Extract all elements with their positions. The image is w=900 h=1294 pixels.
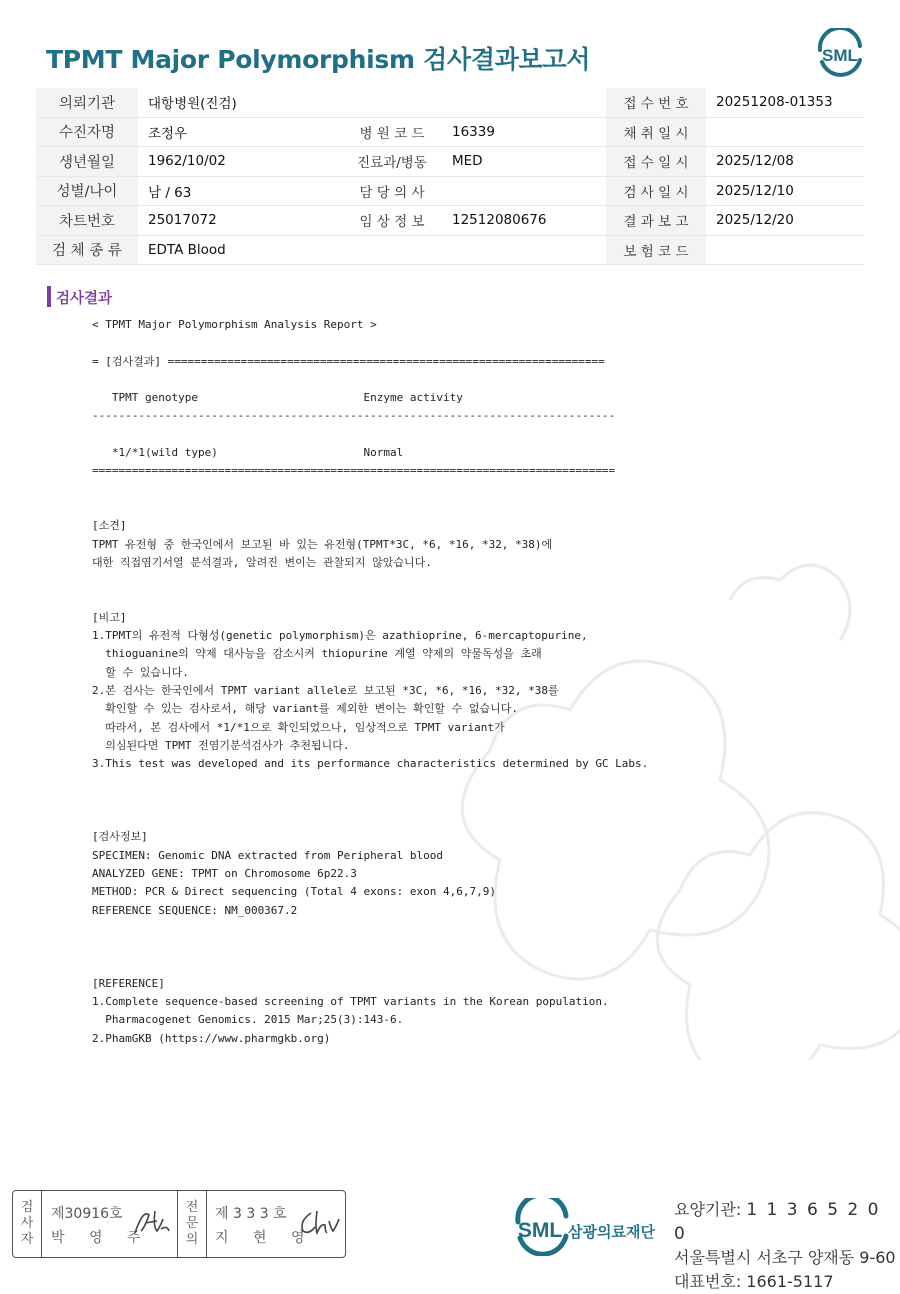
report-line (92, 481, 692, 499)
specialist-label-char: 전 (185, 1200, 199, 1215)
report-line: < TPMT Major Polymorphism Analysis Report > (92, 318, 377, 331)
info-label: 채 취 일 시 (606, 117, 706, 147)
info-value: 25017072 (138, 206, 342, 236)
examiner-name: 박 영 주 (51, 1230, 151, 1246)
info-value: EDTA Blood (138, 235, 342, 265)
report-line: 3.This test was developed and its performance characteristics determined by GC Labs. (92, 757, 649, 771)
info-row (36, 117, 864, 147)
info-label: 보 험 코 드 (606, 235, 706, 265)
report-line: = [검사결과] ================================================================== (92, 354, 605, 368)
specialist-name: 지 현 영 (215, 1230, 315, 1246)
specialist-signature (297, 1207, 341, 1239)
report-line: TPMT 유전형 중 한국인에서 보고된 바 있는 유전형(TPMT*3C, *6, *16, *32, *38)에 (92, 537, 553, 551)
info-value: 20251208-01353 (706, 88, 864, 117)
footer-info (674, 1198, 900, 1294)
info-row (36, 235, 864, 265)
info-label: 접 수 번 호 (606, 88, 706, 117)
info-value: 조정우 (138, 117, 342, 147)
report-line: 1.Complete sequence-based screening of TPMT variants in the Korean population. (92, 994, 609, 1008)
examiner-label-char: 검 (20, 1200, 34, 1215)
info-value: 1962/10/02 (138, 147, 342, 177)
report-line: 1.TPMT의 유전적 다형성(genetic polymorphism)은 azathioprine, 6-mercaptopurine, (92, 629, 588, 643)
footer-logo-text: SML (517, 1219, 563, 1242)
report-line (92, 956, 692, 974)
report-line (92, 792, 692, 810)
specialist-label-char: 문 (185, 1216, 199, 1231)
info-row (36, 88, 864, 117)
examiner-license-no: 제30916호 (51, 1206, 123, 1222)
info-label: 담 당 의 사 (342, 176, 442, 206)
examiner-label (13, 1191, 42, 1257)
info-label: 성별/나이 (36, 176, 138, 206)
info-value: 대항병원(진검) (138, 88, 342, 117)
report-line: 확인할 수 있는 검사로서, 해당 variant를 제외한 변이는 확인할 수 없습니다. (92, 702, 518, 716)
report-line (92, 426, 692, 444)
report-body (92, 316, 692, 1048)
footer-code-label: 요양기관: (674, 1200, 747, 1219)
info-label: 병 원 코 드 (342, 117, 442, 147)
info-label: 결 과 보 고 (606, 206, 706, 236)
report-line (92, 810, 692, 828)
report-line: 2.본 검사는 한국인에서 TPMT variant allele로 보고된 *3C, *6, *16, *32, *38를 (92, 683, 559, 697)
info-label (342, 235, 442, 265)
patient-info-table (36, 88, 864, 265)
info-value: 남 / 63 (138, 176, 342, 206)
report-line (92, 371, 692, 389)
specialist-license-no: 제 3 3 3 호 (215, 1206, 287, 1222)
report-line (92, 773, 692, 791)
footer-code-value: 1 1 3 6 5 2 0 0 (674, 1200, 881, 1244)
footer-institution-code (674, 1198, 900, 1246)
info-label: 임 상 정 보 (342, 206, 442, 236)
examiner-signature (131, 1205, 173, 1239)
report-line: TPMT genotype Enzyme activity (92, 391, 463, 405)
report-line: [검사정보] (92, 830, 148, 844)
report-line: METHOD: PCR & Direct sequencing (Total 4 exons: exon 4,6,7,9) (92, 885, 496, 899)
report-line (92, 920, 692, 938)
report-line (92, 590, 692, 608)
info-value: MED (442, 147, 606, 177)
report-line: SPECIMEN: Genomic DNA extracted from Peripheral blood (92, 848, 443, 862)
footer-org-name: 삼광의료재단 (568, 1223, 655, 1241)
examiner-label-char: 사 (20, 1216, 34, 1231)
report-line: 할 수 있습니다. (92, 665, 189, 679)
info-value: 12512080676 (442, 206, 606, 236)
info-value: 2025/12/10 (706, 176, 864, 206)
report-line: ------------------------------------------------------------------------------- (92, 409, 616, 423)
report-line: *1/*1(wild type) Normal (92, 446, 404, 460)
report-line: ANALYZED GENE: TPMT on Chromosome 6p22.3 (92, 866, 357, 880)
info-row (36, 176, 864, 206)
examiner-label-char: 자 (20, 1232, 34, 1247)
info-value (442, 235, 606, 265)
specialist-label-char: 의 (185, 1232, 199, 1247)
report-line: [비고] (92, 610, 127, 624)
section-title: 검사결과 (56, 291, 113, 307)
report-line: 대한 직접염기서열 분석결과, 알려진 변이는 관찰되지 않았습니다. (92, 555, 432, 569)
report-line (92, 334, 692, 352)
info-value: 16339 (442, 117, 606, 147)
info-row (36, 147, 864, 177)
info-label: 검 사 일 시 (606, 176, 706, 206)
report-line: REFERENCE SEQUENCE: NM_000367.2 (92, 903, 298, 917)
report-line: =============================================================================== (92, 464, 616, 478)
info-value (442, 176, 606, 206)
info-label: 접 수 일 시 (606, 147, 706, 177)
report-line (92, 938, 692, 956)
report-line (92, 572, 692, 590)
info-label: 수진자명 (36, 117, 138, 147)
footer-address: 서울특별시 서초구 양재동 9-60 (674, 1248, 896, 1267)
info-label: 차트번호 (36, 206, 138, 236)
report-line: thioguanine의 약제 대사능을 감소시켜 thiopurine 계열 약제의 약물독성을 초래 (92, 647, 542, 661)
report-line: 2.PhamGKB (https://www.pharmgkb.org) (92, 1031, 331, 1045)
specialist-label (178, 1191, 207, 1257)
info-label (342, 88, 442, 117)
report-line: 의심된다면 TPMT 전염기분석검사가 추천됩니다. (92, 738, 350, 752)
info-value: 2025/12/20 (706, 206, 864, 236)
info-value (706, 117, 864, 147)
report-line: [소견] (92, 519, 127, 533)
section-marker (47, 286, 51, 307)
sml-logo (812, 28, 868, 78)
info-row (36, 206, 864, 236)
report-title: TPMT Major Polymorphism 검사결과보고서 (46, 45, 591, 74)
report-line: Pharmacogenet Genomics. 2015 Mar;25(3):143-6. (92, 1013, 404, 1027)
signature-box (12, 1190, 346, 1258)
info-value: 2025/12/08 (706, 147, 864, 177)
info-value (442, 88, 606, 117)
info-label: 생년월일 (36, 147, 138, 177)
info-label: 진료과/병동 (342, 147, 442, 177)
report-line: [REFERENCE] (92, 976, 165, 990)
footer-phone: 대표번호: 1661-5117 (674, 1272, 834, 1291)
report-line: 따라서, 본 검사에서 *1/*1으로 확인되었으나, 임상적으로 TPMT variant가 (92, 720, 505, 734)
info-label: 의뢰기관 (36, 88, 138, 117)
info-value (706, 235, 864, 265)
info-label: 검 체 종 류 (36, 235, 138, 265)
report-line (92, 499, 692, 517)
sml-logo-text: SML (822, 46, 858, 65)
